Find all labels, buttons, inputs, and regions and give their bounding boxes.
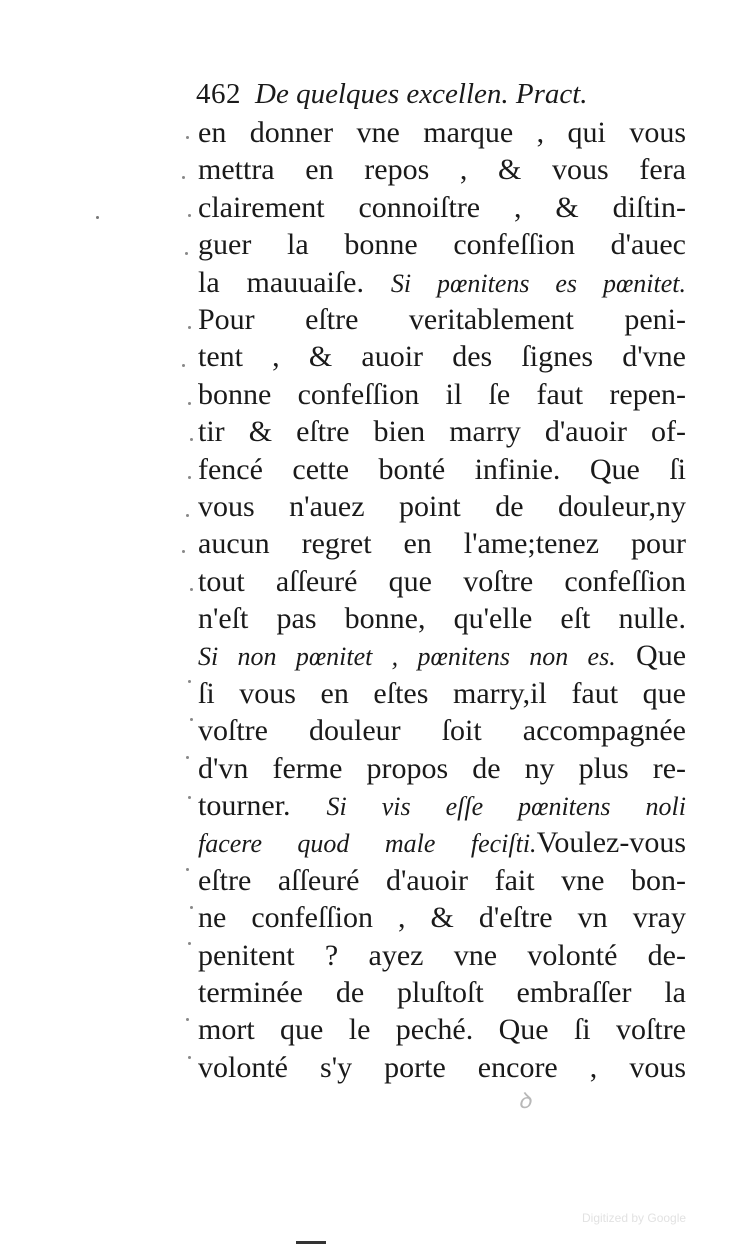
latin-quote: Si pœnitens es pœnitet.: [390, 268, 686, 298]
ink-speck: [96, 216, 99, 219]
latin-quote: facere quod male feciſti.: [198, 829, 537, 859]
text-line-2: mettra en repos , & vous fera: [198, 153, 686, 187]
gutter-specks: [176, 120, 196, 1080]
text-line-12: aucun regret en l'ame;tenez pour: [198, 527, 686, 561]
text-line-24: terminée de pluſtoſt embraſſer la: [198, 975, 686, 1009]
text-line-15: Si non pœnitet , pœnitens non es. Que: [198, 639, 686, 673]
text-line-16: ſi vous en eſtes marry,il faut que: [198, 676, 686, 710]
text-line-13: tout aſſeuré que voſtre confeſſion: [198, 564, 686, 598]
text-line-17: voſtre douleur ſoit accompagnée: [198, 714, 686, 748]
text-line-14: n'eſt pas bonne, qu'elle eſt nulle.: [198, 602, 686, 636]
stray-ink-mark: ꝺ: [518, 1088, 532, 1113]
latin-quote: Si vis eſſe pœnitens noli: [326, 792, 686, 822]
text-line-19: tourner. Si vis eſſe pœnitens noli: [198, 789, 686, 823]
body-text: [198, 114, 686, 1086]
text-line-21: eſtre aſſeuré d'auoir fait vne bon-: [198, 863, 686, 897]
latin-quote: Si non pœnitet , pœnitens non es.: [198, 642, 616, 672]
text-line-26: volonté s'y porte encore , vous: [198, 1050, 686, 1084]
text-line-25: mort que le peché. Que ſi voſtre: [198, 1013, 686, 1047]
text-line-18: d'vn ferme propos de ny plus re-: [198, 751, 686, 785]
text-line-6: Pour eſtre veritablement peni-: [198, 302, 686, 336]
text-line-20: facere quod male feciſti.Voulez-vous: [198, 826, 686, 860]
running-head-title: De quelques excellen. Pract.: [255, 78, 588, 110]
digitization-watermark: Digitized by Google: [582, 1211, 687, 1225]
text-line-9: tir & eſtre bien marry d'auoir of-: [198, 415, 686, 449]
text-line-3: clairement connoiſtre , & diſtin-: [198, 190, 686, 224]
text-line-22: ne confeſſion , & d'eſtre vn vray: [198, 901, 686, 935]
text-line-7: tent , & auoir des ſignes d'vne: [198, 340, 686, 374]
bottom-edge-mark: [296, 1241, 326, 1244]
text-line-23: penitent ? ayez vne volonté de-: [198, 938, 686, 972]
text-line-1: en donner vne marque , qui vous: [198, 116, 686, 149]
running-head: [196, 74, 666, 114]
text-line-4: guer la bonne confeſſion d'auec: [198, 228, 686, 262]
text-line-11: vous n'auez point de douleur,ny: [198, 489, 686, 523]
page-number: 462: [196, 78, 241, 110]
text-line-10: fencé cette bonté infinie. Que ſi: [198, 452, 686, 486]
text-line-5: la mauuaiſe. Si pœnitens es pœnitet.: [198, 265, 686, 299]
text-line-8: bonne confeſſion il ſe faut repen-: [198, 377, 686, 411]
